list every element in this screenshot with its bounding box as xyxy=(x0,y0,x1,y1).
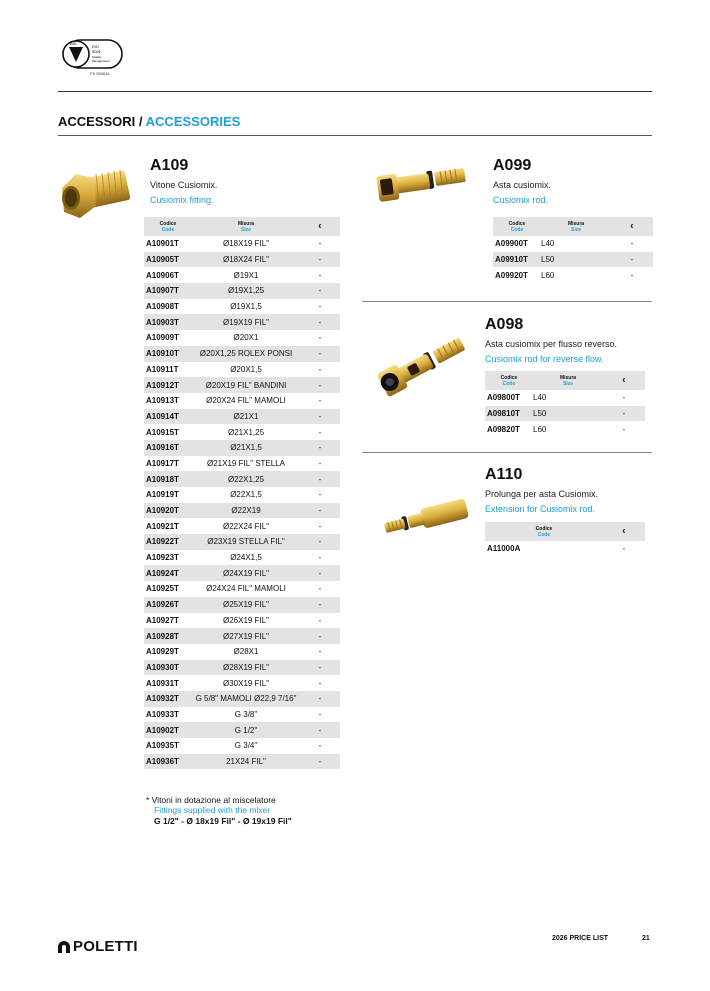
table-row xyxy=(144,534,340,550)
table-row xyxy=(485,421,645,437)
cell-size: G 1/2" xyxy=(192,722,300,738)
cell-price: - xyxy=(318,239,322,249)
table-row xyxy=(485,390,645,406)
cell-size: G 3/4" xyxy=(234,741,258,751)
header-code: Codice Code xyxy=(144,217,192,236)
table-row xyxy=(144,409,340,425)
cell-code: A11000A xyxy=(487,544,521,554)
cell-price: - xyxy=(318,396,322,406)
table-row xyxy=(144,722,340,738)
a098-image xyxy=(368,330,476,402)
cell-price: - xyxy=(300,440,340,456)
a098-desc-it: Asta cusiomix per flusso reverso. xyxy=(485,339,618,349)
cell-size: Ø19X1,25 xyxy=(192,283,300,299)
footnote-sizes: G 1/2" - Ø 18x19 Fil" - Ø 19x19 Fil" xyxy=(154,816,292,826)
cell-size: L40 xyxy=(533,393,547,403)
cell-code: A10923T xyxy=(146,553,179,563)
cell-code: A10905T xyxy=(144,252,192,268)
cell-price: - xyxy=(318,741,322,751)
a109-image xyxy=(58,160,132,230)
a099-table xyxy=(493,217,653,283)
cell-code: A10922T xyxy=(144,534,192,550)
cell-size: Ø20X24 FIL" MAMOLI xyxy=(206,396,286,406)
a110-desc-it: Prolunga per asta Cusiomix. xyxy=(485,489,599,499)
cell-code: A10916T xyxy=(144,440,192,456)
cell-size: L60 xyxy=(533,424,547,434)
cell-price: - xyxy=(318,553,322,563)
poletti-mark-icon xyxy=(57,940,73,954)
table-row xyxy=(144,597,340,613)
header-size: Misura Size xyxy=(533,371,603,390)
cell-price: - xyxy=(300,503,340,519)
table-row xyxy=(144,283,340,299)
cell-price: - xyxy=(318,521,322,531)
a109-desc-it: Vitone Cusiomix. xyxy=(150,180,218,190)
cell-size: Ø26X19 FIL" xyxy=(223,615,269,625)
cell-price: - xyxy=(318,302,322,312)
cell-size: Ø21X1 xyxy=(192,409,300,425)
cell-code: A09820T xyxy=(487,424,520,434)
cell-size: Ø24X1,5 xyxy=(230,553,262,563)
a110-desc-en: Extension for Cusiomix rod. xyxy=(485,504,596,514)
cell-code: A09910T xyxy=(493,252,541,268)
table-row xyxy=(144,565,340,581)
cell-price: - xyxy=(300,660,340,676)
cell-size: Ø20X1 xyxy=(233,333,259,343)
cell-size: L40 xyxy=(541,239,555,249)
cell-price: - xyxy=(300,346,340,362)
table-row xyxy=(144,346,340,362)
a110-code: A110 xyxy=(485,466,523,483)
cell-size: G 3/8" xyxy=(234,709,258,719)
cell-price: - xyxy=(318,709,322,719)
cert-bsi-text: BSI xyxy=(70,41,77,46)
cell-code: A09810T xyxy=(485,406,533,422)
cell-size: Ø22X19 xyxy=(192,503,300,519)
table-row xyxy=(144,471,340,487)
cell-code: A10936T xyxy=(144,754,192,770)
table-row xyxy=(144,660,340,676)
cell-code: A10906T xyxy=(146,270,179,280)
table-row xyxy=(144,644,340,660)
cell-code: A09900T xyxy=(495,239,528,249)
cell-code: A09920T xyxy=(495,270,528,280)
cell-price: - xyxy=(300,314,340,330)
cell-size: Ø25X19 FIL" xyxy=(192,597,300,613)
cell-size: Ø28X19 FIL" xyxy=(192,660,300,676)
table-row xyxy=(144,393,340,409)
cell-price: - xyxy=(630,270,634,280)
cell-price: - xyxy=(300,377,340,393)
table-row xyxy=(144,738,340,754)
a098-code: A098 xyxy=(485,316,524,333)
cell-price: - xyxy=(300,597,340,613)
cell-code: A10926T xyxy=(144,597,192,613)
footnote xyxy=(146,795,292,826)
table-row xyxy=(144,707,340,723)
cell-size: Ø21X1,25 xyxy=(227,427,265,437)
a099-desc-it: Asta cusiomix. xyxy=(493,180,552,190)
cell-size: Ø27X19 FIL" xyxy=(192,628,300,644)
cell-code: A10920T xyxy=(144,503,192,519)
cell-size: Ø19X1,5 xyxy=(230,302,262,312)
divider-a099 xyxy=(362,301,652,302)
header-price: € xyxy=(611,217,653,236)
cell-price: - xyxy=(300,283,340,299)
a098-table xyxy=(485,371,645,437)
cell-price: - xyxy=(318,427,322,437)
cell-code: A10935T xyxy=(146,741,179,751)
cell-price: - xyxy=(622,393,626,403)
table-row xyxy=(144,330,340,346)
table-row xyxy=(144,550,340,566)
cell-price: - xyxy=(603,406,645,422)
cell-price: - xyxy=(622,424,626,434)
cell-price: - xyxy=(318,678,322,688)
cell-code: A10907T xyxy=(144,283,192,299)
cell-code: A10919T xyxy=(146,490,179,500)
cell-size: Ø22X1,5 xyxy=(230,490,262,500)
cell-code: A10903T xyxy=(144,314,192,330)
cell-code: A10933T xyxy=(146,709,179,719)
cell-price: - xyxy=(300,534,340,550)
section-title xyxy=(58,114,240,129)
cell-code: A10912T xyxy=(144,377,192,393)
table-row xyxy=(485,541,645,557)
cell-size: Ø24X24 FIL" MAMOLI xyxy=(206,584,286,594)
cell-size: Ø20X19 FIL" BANDINI xyxy=(192,377,300,393)
brand-name: POLETTI xyxy=(73,938,138,955)
table-row xyxy=(144,613,340,629)
table-row xyxy=(493,252,653,268)
cell-size: Ø23X19 STELLA FIL" xyxy=(192,534,300,550)
cell-code: A10908T xyxy=(146,302,179,312)
top-rule xyxy=(58,91,652,92)
title-rule xyxy=(58,135,652,136)
table-row xyxy=(144,236,340,252)
cell-price: - xyxy=(318,458,322,468)
cell-size: Ø30X19 FIL" xyxy=(223,678,269,688)
cell-price: - xyxy=(300,565,340,581)
header-price: € xyxy=(300,217,340,236)
footnote-it: * Vitoni in dotazione al miscelatore xyxy=(146,795,276,805)
table-row xyxy=(144,299,340,315)
cell-price: - xyxy=(630,239,634,249)
svg-text:Quality: Quality xyxy=(92,55,102,59)
a109-desc-en: Cusiomix fitting. xyxy=(150,195,214,205)
cell-price: - xyxy=(318,615,322,625)
cell-code: A10914T xyxy=(144,409,192,425)
svg-text:ISO: ISO xyxy=(92,44,99,49)
header-price: € xyxy=(603,522,645,541)
svg-text:9001: 9001 xyxy=(92,49,101,54)
cell-price: - xyxy=(622,544,626,554)
header-code: Codice Code xyxy=(485,371,533,390)
cell-size: Ø20X1,25 ROLEX PONSI xyxy=(192,346,300,362)
cell-price: - xyxy=(300,409,340,425)
a110-table xyxy=(485,522,645,557)
cell-size: Ø18X24 FIL" xyxy=(192,252,300,268)
table-row xyxy=(144,456,340,472)
table-row xyxy=(144,503,340,519)
cell-price: - xyxy=(611,252,653,268)
cell-code: A10910T xyxy=(144,346,192,362)
cell-code: A10929T xyxy=(146,647,179,657)
cell-size: L50 xyxy=(533,406,603,422)
cell-size: 21X24 FIL" xyxy=(192,754,300,770)
cell-size: Ø22X24 FIL" xyxy=(223,521,269,531)
table-row xyxy=(144,691,340,707)
cell-price: - xyxy=(300,628,340,644)
cell-price: - xyxy=(300,252,340,268)
table-row xyxy=(144,252,340,268)
cell-code: A10913T xyxy=(146,396,179,406)
cell-code: A10928T xyxy=(144,628,192,644)
cell-code: A10911T xyxy=(146,364,179,374)
header-price: € xyxy=(603,371,645,390)
a099-image xyxy=(372,160,472,212)
a098-desc-en: Cusiomix rod for reverse flow. xyxy=(485,354,604,364)
cell-code: A10931T xyxy=(146,678,179,688)
cert-code: FS 559634 xyxy=(90,71,110,76)
cell-size: L50 xyxy=(541,252,611,268)
header-size: Misura Size xyxy=(541,217,611,236)
price-list-label: 2026 PRICE LIST xyxy=(552,935,609,942)
cell-code: A10925T xyxy=(146,584,179,594)
cell-code: A09800T xyxy=(487,393,520,403)
page-number: 21 xyxy=(642,935,650,942)
table-row xyxy=(144,314,340,330)
a109-table xyxy=(144,217,340,769)
cell-price: - xyxy=(318,270,322,280)
cell-size: Ø21X19 FIL" STELLA xyxy=(207,458,285,468)
cell-price: - xyxy=(318,333,322,343)
section-title-it: ACCESSORI / xyxy=(58,114,143,129)
section-title-en: ACCESSORIES xyxy=(145,114,241,129)
cell-size: Ø20X1,5 xyxy=(230,364,262,374)
svg-text:Management: Management xyxy=(92,59,110,63)
cell-price: - xyxy=(318,364,322,374)
a099-desc-en: Cusiomix rod. xyxy=(493,195,549,205)
table-row xyxy=(144,487,340,503)
cell-size: G 5/8" MAMOLI Ø22,9 7/16" xyxy=(192,691,300,707)
cell-size: Ø28X1 xyxy=(233,647,259,657)
brand-logo xyxy=(57,938,138,955)
cell-price: - xyxy=(318,584,322,594)
cell-code: A10918T xyxy=(144,471,192,487)
table-row xyxy=(144,377,340,393)
cell-size: Ø19X19 FIL" xyxy=(192,314,300,330)
table-row xyxy=(144,267,340,283)
header-code: Codice Code xyxy=(493,217,541,236)
cell-code: A10909T xyxy=(146,333,179,343)
cell-code: A10917T xyxy=(146,458,179,468)
a110-image xyxy=(378,490,474,546)
table-row xyxy=(144,628,340,644)
a109-code: A109 xyxy=(150,157,189,174)
cell-price: - xyxy=(318,490,322,500)
header-code: Codice Code xyxy=(485,522,603,541)
table-row xyxy=(144,518,340,534)
cell-size: Ø18X19 FIL" xyxy=(223,239,269,249)
cell-price: - xyxy=(300,471,340,487)
cell-price: - xyxy=(300,691,340,707)
table-row xyxy=(144,754,340,770)
header-size: Misura Size xyxy=(192,217,300,236)
table-row xyxy=(144,362,340,378)
table-row xyxy=(144,581,340,597)
cell-price: - xyxy=(300,722,340,738)
cell-size: Ø24X19 FIL" xyxy=(192,565,300,581)
table-row xyxy=(493,236,653,252)
cell-code: A10915T xyxy=(146,427,179,437)
table-row xyxy=(144,440,340,456)
cell-price: - xyxy=(318,647,322,657)
cell-price: - xyxy=(300,754,340,770)
cell-code: A10924T xyxy=(144,565,192,581)
table-row xyxy=(144,424,340,440)
cell-size: Ø21X1,5 xyxy=(192,440,300,456)
a099-code: A099 xyxy=(493,157,532,174)
table-row xyxy=(493,267,653,283)
table-row xyxy=(485,406,645,422)
cell-code: A10927T xyxy=(146,615,179,625)
cell-code: A10932T xyxy=(144,691,192,707)
table-row xyxy=(144,675,340,691)
divider-a098 xyxy=(362,452,652,453)
cell-size: Ø19X1 xyxy=(233,270,259,280)
cell-code: A10902T xyxy=(144,722,192,738)
cell-code: A10901T xyxy=(146,239,179,249)
footnote-en: Fittings supplied with the mixer xyxy=(154,805,271,815)
cell-code: A10921T xyxy=(146,521,179,531)
cell-code: A10930T xyxy=(144,660,192,676)
cell-size: Ø22X1,25 xyxy=(192,471,300,487)
cell-size: L60 xyxy=(541,270,555,280)
